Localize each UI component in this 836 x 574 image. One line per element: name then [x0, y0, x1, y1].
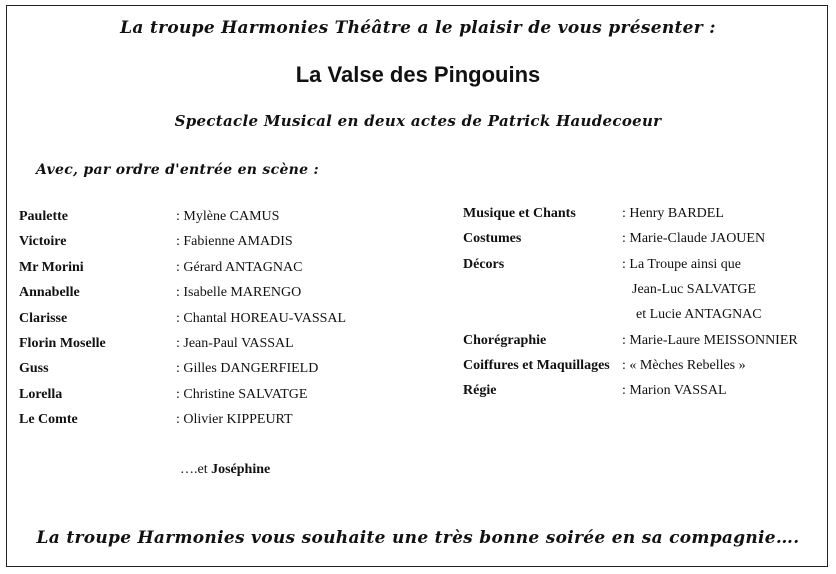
cast-role: Clarisse: [19, 311, 68, 326]
crew-person: : Marie-Claude JAOUEN: [622, 231, 766, 246]
crew-person: : Marie-Laure MEISSONNIER: [622, 333, 798, 348]
cast-role: Annabelle: [19, 285, 80, 300]
cast-heading: Avec, par ordre d'entrée en scène :: [36, 162, 319, 178]
cast-row: [19, 209, 419, 229]
crew-row: [463, 206, 833, 226]
cast-row: [19, 260, 419, 280]
cast-role: Victoire: [19, 234, 67, 249]
show-subtitle: Spectacle Musical en deux actes de Patrick Haudecoeur: [174, 112, 662, 130]
cast-row: [19, 336, 419, 356]
cast-role: Lorella: [19, 387, 63, 402]
cast-actor: : Mylène CAMUS: [176, 209, 280, 224]
decor-continued-line: et Lucie ANTAGNAC: [636, 307, 762, 322]
decor-continued-line: Jean-Luc SALVATGE: [632, 282, 757, 297]
crew-person: : La Troupe ainsi que: [622, 257, 741, 272]
crew-role: Coiffures et Maquillages: [463, 358, 610, 373]
crew-row: [463, 358, 833, 378]
cast-actor: : Olivier KIPPEURT: [176, 412, 293, 427]
cast-actor: : Gérard ANTAGNAC: [176, 260, 303, 275]
cast-actor: : Chantal HOREAU-VASSAL: [176, 311, 347, 326]
crew-role: Décors: [463, 257, 505, 272]
cast-role: Paulette: [19, 209, 68, 224]
cast-role: Mr Morini: [19, 260, 84, 275]
intro-line: La troupe Harmonies Théâtre a le plaisir de vous présenter :: [120, 18, 716, 38]
crew-person: : Henry BARDEL: [622, 206, 724, 221]
cast-actor: : Gilles DANGERFIELD: [176, 361, 319, 376]
crew-row: [463, 231, 833, 251]
crew-role: Musique et Chants: [463, 206, 576, 221]
crew-role: Régie: [463, 383, 497, 398]
crew-row: [463, 333, 833, 353]
crew-person: : « Mèches Rebelles »: [622, 358, 746, 373]
finale-line: [180, 462, 270, 478]
finale-prefix: ….et: [180, 462, 208, 477]
crew-person: : Marion VASSAL: [622, 383, 727, 398]
cast-row: [19, 387, 419, 407]
cast-role: Guss: [19, 361, 49, 376]
cast-row: [19, 285, 419, 305]
cast-actor: : Jean-Paul VASSAL: [176, 336, 294, 351]
cast-row: [19, 234, 419, 254]
closing-line: La troupe Harmonies vous souhaite une très bonne soirée en sa compagnie….: [36, 528, 800, 548]
crew-role: Costumes: [463, 231, 522, 246]
cast-actor: : Christine SALVATGE: [176, 387, 308, 402]
cast-role: Le Comte: [19, 412, 78, 427]
crew-row: [463, 257, 833, 277]
cast-role: Florin Moselle: [19, 336, 106, 351]
show-title: La Valse des Pingouins: [295, 62, 541, 87]
crew-row: [463, 383, 833, 403]
cast-row: [19, 361, 419, 381]
crew-role: Chorégraphie: [463, 333, 547, 348]
cast-row: [19, 311, 419, 331]
finale-name: Joséphine: [211, 462, 271, 477]
cast-actor: : Isabelle MARENGO: [176, 285, 302, 300]
cast-row: [19, 412, 419, 432]
cast-actor: : Fabienne AMADIS: [176, 234, 293, 249]
